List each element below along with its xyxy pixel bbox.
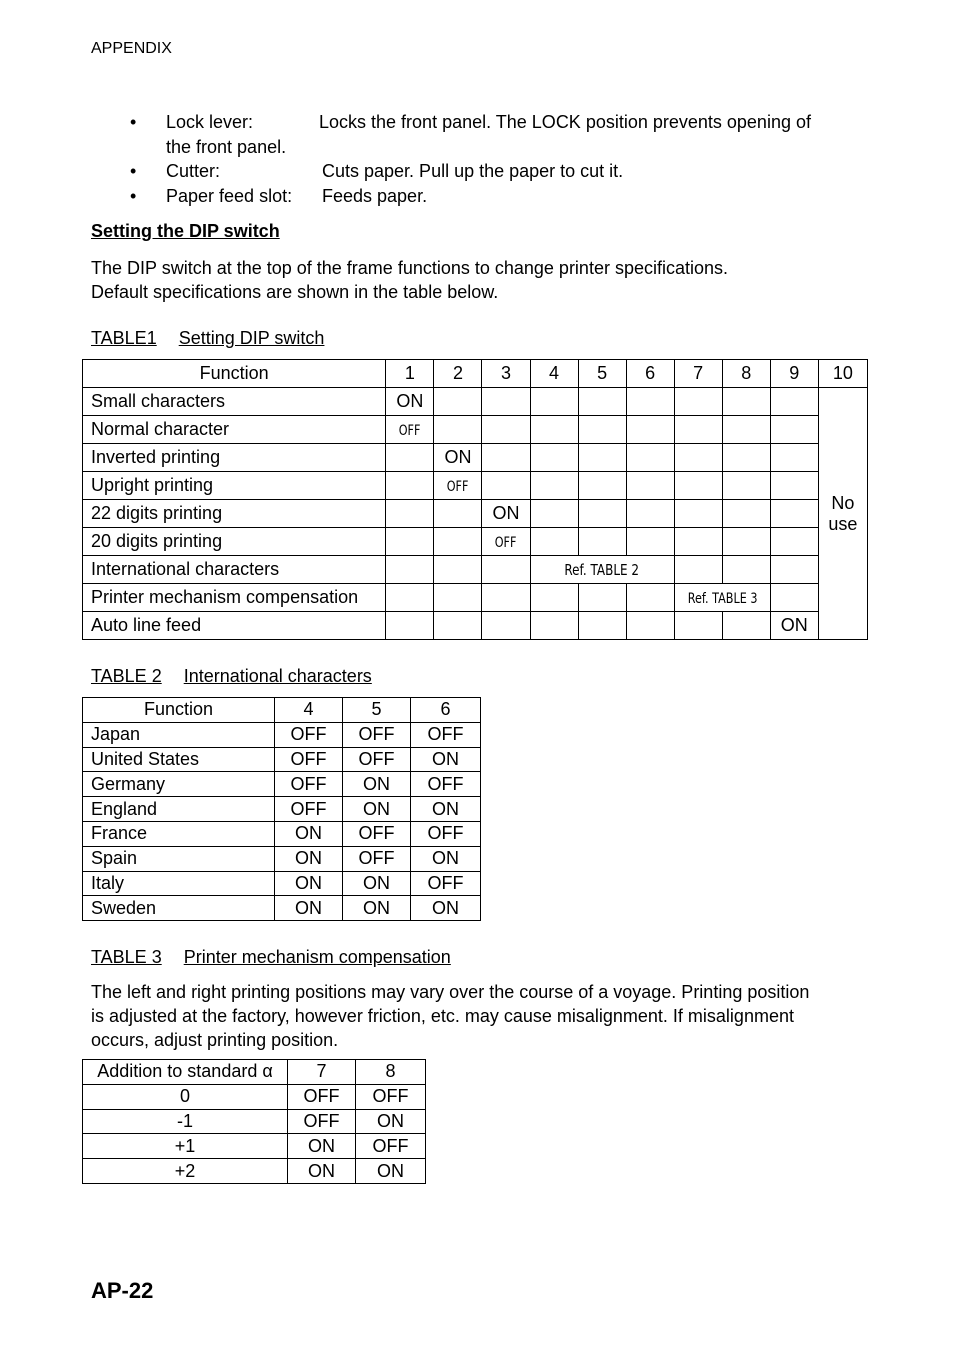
intro-line: The DIP switch at the top of the frame functions to change printer specifications.	[91, 258, 729, 278]
table-row	[83, 846, 481, 871]
item-description-cont: the front panel.	[166, 136, 287, 157]
switch-cell: ON	[356, 1109, 426, 1134]
country-cell: Germany	[83, 772, 275, 797]
header-cell: 3	[482, 360, 530, 388]
reference-value: Ref. TABLE 3	[687, 591, 758, 607]
switch-cell: OFF	[288, 1084, 356, 1109]
switch-cell	[434, 472, 482, 500]
switch-value: OFF	[495, 535, 517, 551]
switch-cell: ON	[386, 388, 434, 416]
switch-cell: OFF	[411, 772, 481, 797]
table-row	[83, 747, 481, 772]
function-cell: 20 digits printing	[83, 528, 386, 556]
table3-label: TABLE 3	[91, 947, 162, 967]
list-item	[130, 184, 850, 209]
table-row	[83, 797, 481, 822]
compensation-table	[82, 1059, 426, 1184]
list-item-continuation	[130, 135, 850, 160]
offset-cell: 0	[83, 1084, 288, 1109]
switch-cell: ON	[288, 1134, 356, 1159]
reference-cell	[530, 556, 674, 584]
switch-cell: OFF	[275, 772, 343, 797]
table2-caption	[91, 666, 372, 687]
description-line: occurs, adjust printing position.	[91, 1030, 339, 1050]
bullet-icon: •	[130, 185, 137, 206]
table-row	[83, 612, 868, 640]
item-description: Feeds paper.	[322, 185, 428, 206]
table-row	[83, 556, 868, 584]
country-cell: Japan	[83, 722, 275, 747]
function-cell: Inverted printing	[83, 444, 386, 472]
description-line: is adjusted at the factory, however friction, etc. may cause misalignment. If misalignment	[91, 1006, 794, 1026]
table1-title: Setting DIP switch	[178, 328, 325, 348]
table-row	[83, 772, 481, 797]
table-row	[83, 388, 868, 416]
header-cell: 1	[386, 360, 434, 388]
switch-cell: ON	[275, 821, 343, 846]
table-row	[83, 1084, 426, 1109]
switch-cell: OFF	[343, 821, 411, 846]
table2-label: TABLE 2	[91, 666, 162, 686]
no-use-line: use	[828, 513, 858, 534]
header-cell: 2	[434, 360, 482, 388]
table-row	[83, 584, 868, 612]
header-cell: 6	[411, 698, 481, 723]
switch-cell: ON	[356, 1159, 426, 1184]
no-use-line: No	[831, 492, 855, 513]
table3-title: Printer mechanism compensation	[183, 947, 451, 967]
header-cell: 6	[626, 360, 674, 388]
component-list	[130, 110, 850, 208]
intro-paragraph	[91, 256, 851, 304]
switch-cell: OFF	[275, 797, 343, 822]
item-term: Lock lever:	[166, 112, 254, 132]
table-header-row	[83, 1060, 426, 1085]
country-cell: Italy	[83, 871, 275, 896]
header-cell: 5	[343, 698, 411, 723]
table-row	[83, 444, 868, 472]
header-cell: 10	[818, 360, 867, 388]
function-cell: International characters	[83, 556, 386, 584]
list-item	[130, 159, 850, 184]
section-title: Setting the DIP switch	[91, 221, 280, 241]
switch-cell: ON	[275, 846, 343, 871]
switch-cell: OFF	[356, 1134, 426, 1159]
switch-cell: OFF	[343, 722, 411, 747]
country-cell: United States	[83, 747, 275, 772]
header-cell: 8	[356, 1060, 426, 1085]
header-cell: 5	[578, 360, 626, 388]
list-item	[130, 110, 850, 135]
international-characters-table	[82, 697, 481, 921]
header-cell: Addition to standard α	[83, 1060, 288, 1085]
function-cell: Printer mechanism compensation	[83, 584, 386, 612]
switch-cell: ON	[275, 871, 343, 896]
function-cell: Auto line feed	[83, 612, 386, 640]
table2-title: International characters	[183, 666, 372, 686]
switch-cell	[482, 528, 530, 556]
reference-value: Ref. TABLE 2	[564, 561, 640, 579]
page-number: AP-22	[91, 1278, 154, 1303]
reference-cell	[674, 584, 770, 612]
switch-cell: ON	[343, 871, 411, 896]
switch-cell: OFF	[275, 747, 343, 772]
page-header: APPENDIX	[91, 40, 172, 57]
header-cell: 7	[674, 360, 722, 388]
header-cell: 7	[288, 1060, 356, 1085]
function-cell: Upright printing	[83, 472, 386, 500]
table-row	[83, 500, 868, 528]
switch-cell: ON	[482, 500, 530, 528]
compensation-description	[91, 980, 871, 1052]
header-cell: 9	[770, 360, 818, 388]
table3-caption	[91, 947, 451, 968]
switch-cell: OFF	[288, 1109, 356, 1134]
intro-line: Default specifications are shown in the table below.	[91, 282, 499, 302]
table-row	[83, 896, 481, 921]
offset-cell: +2	[83, 1159, 288, 1184]
switch-value: OFF	[399, 423, 421, 439]
switch-cell: OFF	[411, 821, 481, 846]
offset-cell: +1	[83, 1134, 288, 1159]
country-cell: Spain	[83, 846, 275, 871]
switch-cell: OFF	[411, 871, 481, 896]
switch-cell: OFF	[411, 722, 481, 747]
description-line: The left and right printing positions may vary over the course of a voyage. Printing position	[91, 982, 810, 1002]
switch-cell: ON	[411, 747, 481, 772]
table-row	[83, 871, 481, 896]
function-cell: Small characters	[83, 388, 386, 416]
function-cell: 22 digits printing	[83, 500, 386, 528]
item-term: Cutter:	[166, 161, 221, 181]
switch-cell: ON	[770, 612, 818, 640]
switch-cell: ON	[288, 1159, 356, 1184]
header-cell: Function	[83, 360, 386, 388]
header-cell: Function	[83, 698, 275, 723]
table-row	[83, 1109, 426, 1134]
table-row	[83, 821, 481, 846]
table1-caption	[91, 328, 324, 349]
offset-cell: -1	[83, 1109, 288, 1134]
item-description: Cuts paper. Pull up the paper to cut it.	[322, 161, 624, 181]
switch-cell: ON	[343, 896, 411, 921]
switch-cell: OFF	[275, 722, 343, 747]
switch-cell: OFF	[356, 1084, 426, 1109]
bullet-icon: •	[130, 112, 137, 132]
item-description: Locks the front panel. The LOCK position prevents opening of	[319, 112, 811, 132]
no-use-cell	[818, 388, 867, 640]
bullet-icon: •	[130, 161, 137, 181]
header-cell: 4	[530, 360, 578, 388]
switch-cell: ON	[411, 896, 481, 921]
switch-cell	[386, 416, 434, 444]
switch-cell: ON	[411, 797, 481, 822]
switch-cell: OFF	[343, 747, 411, 772]
header-cell: 8	[722, 360, 770, 388]
country-cell: Sweden	[83, 896, 275, 921]
table-header-row	[83, 360, 868, 388]
table-row	[83, 528, 868, 556]
switch-cell: OFF	[343, 846, 411, 871]
table-row	[83, 472, 868, 500]
table-row	[83, 1134, 426, 1159]
table1-label: TABLE1	[91, 328, 157, 348]
switch-cell: ON	[434, 444, 482, 472]
switch-cell: ON	[411, 846, 481, 871]
table-row	[83, 416, 868, 444]
switch-cell: ON	[275, 896, 343, 921]
country-cell: England	[83, 797, 275, 822]
table-row	[83, 722, 481, 747]
country-cell: France	[83, 821, 275, 846]
switch-value: OFF	[447, 479, 469, 495]
table-header-row	[83, 698, 481, 723]
function-cell: Normal character	[83, 416, 386, 444]
item-term: Paper feed slot:	[166, 185, 293, 206]
switch-cell: ON	[343, 797, 411, 822]
dip-switch-table	[82, 359, 868, 640]
switch-cell: ON	[343, 772, 411, 797]
table-row	[83, 1159, 426, 1184]
header-cell: 4	[275, 698, 343, 723]
